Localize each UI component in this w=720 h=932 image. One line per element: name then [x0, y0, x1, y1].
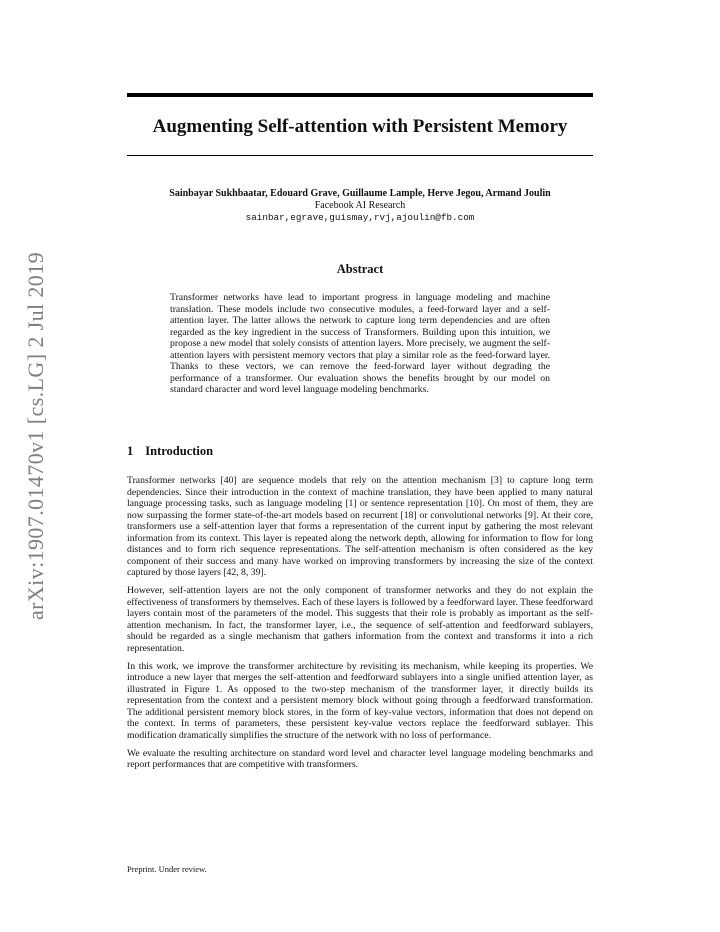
author-emails: sainbar,egrave,guismay,rvj,ajoulin@fb.com — [245, 212, 475, 223]
affiliation: Facebook AI Research — [314, 200, 406, 211]
body-paragraph: Transformer networks [40] are sequence models that rely on the attention mechanism [3] to capture long term dependencies. Since their introduction in the context of machine translation, they have been applied to many natural language processing tasks, such as language modeling [1] or sentence representation [10]. On most of them, they are now surpassing the former state-of-the-art models based on recurrent [18] or convolutional networks [9]. At their core, transformers use a self-attention layer that forms a representation of the current input by gathering the most relevant information from its context. This layer is repeated along the network depth, allowing for information to flow for long distances and to form rich sequence representations. The self-attention mechanism is often considered as the key component of their success and many have worked on improving transformers by increasing the size of the context captured by those layers [42, 8, 39]. — [127, 475, 593, 578]
body-paragraph: However, self-attention layers are not the only component of transformer networks and they do not explain the effectiveness of transformers by themselves. Each of these layers is followed by a feedforward layer. These feedforward layers contain most of the parameters of the model. This suggests that their role is probably as important as the self-attention mechanism. In fact, the transformer layer, i.e., the sequence of self-attention and feedforward sublayers, should be regarded as a single mechanism that gathers information from the context and transforms it into a rich representation. — [127, 585, 593, 654]
section-title: Introduction — [145, 444, 214, 458]
arxiv-stamp: arXiv:1907.01470v1 [cs.LG] 2 Jul 2019 — [23, 252, 48, 620]
title-top-rule — [127, 93, 593, 97]
abstract-text: Transformer networks have lead to important progress in language modeling and machine translation. These models include two consecutive modules, a feed-forward layer and a self-attention layer. The latter allows the network to capture long term dependencies and are often regarded as the key ingredient in the success of Transformers. Building upon this intuition, we propose a new model that solely consists of attention layers. More precisely, we augment the self-attention layers with persistent memory vectors that play a similar role as the feed-forward layer. Thanks to these vectors, we can remove the feed-forward layer without degrading the performance of a transformer. Our evaluation shows the benefits brought by our model on standard character and word level language modeling benchmarks. — [170, 292, 550, 395]
page-footer: Preprint. Under review. — [127, 864, 207, 874]
body-paragraph: In this work, we improve the transformer architecture by revisiting its mechanism, while keeping its properties. We introduce a new layer that merges the self-attention and feedforward sublayers into a single unified attention layer, as illustrated in Figure 1. As opposed to the two-step mechanism of the transformer layer, it directly builds its representation from the context and a persistent memory block without going through a feedforward transformation. The additional persistent memory block stores, in the form of key-value vectors, information that does not depend on the context. In terms of parameters, these persistent key-value vectors replace the feedforward sublayer. This modification dramatically simplifies the structure of the network with no loss of performance. — [127, 660, 593, 741]
section-number: 1 — [127, 444, 134, 458]
section-heading — [127, 444, 213, 458]
section-body — [127, 475, 593, 777]
body-paragraph: We evaluate the resulting architecture on standard word level and character level language modeling benchmarks and report performances that are competitive with transformers. — [127, 747, 593, 770]
title-bottom-rule — [127, 155, 593, 156]
paper-title: Augmenting Self-attention with Persistent Memory — [152, 116, 568, 137]
abstract-heading: Abstract — [336, 262, 384, 276]
author-list: Sainbayar Sukhbaatar, Edouard Grave, Guillaume Lample, Herve Jegou, Armand Joulin — [169, 188, 551, 199]
